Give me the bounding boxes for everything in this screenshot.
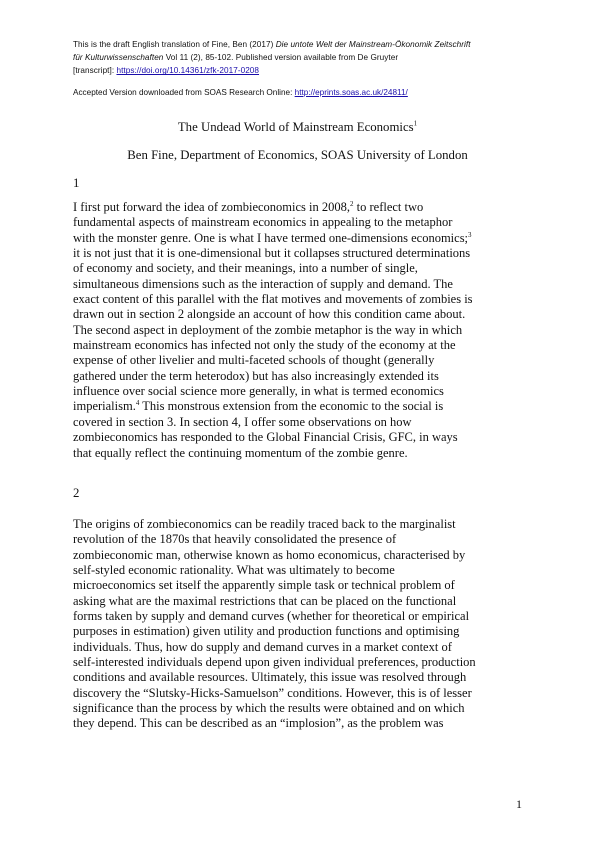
citation-text: This is the draft English translation of Fine, Ben (2017) (73, 40, 276, 49)
text-line (73, 277, 541, 292)
text-line (73, 686, 541, 701)
text-line (73, 261, 541, 276)
line-text: they depend. This can be described as an “implosion”, as the problem was (73, 716, 444, 731)
text-line (73, 578, 541, 593)
citation-line-2 (73, 51, 543, 64)
text-line (73, 338, 541, 353)
line-text: mainstream economics has infected not only the study of the economy at the (73, 338, 456, 353)
text-line (73, 323, 541, 338)
footnote-ref: 3 (468, 230, 472, 239)
line-text: drawn out in section 2 alongside an account of how this condition came about. (73, 307, 466, 322)
text-line (73, 231, 541, 246)
doi-link[interactable]: https://doi.org/10.14361/zfk-2017-0208 (116, 66, 260, 76)
text-line (73, 655, 541, 670)
footnote-ref: 2 (350, 199, 354, 208)
line-text: simultaneous dimensions such as the interaction of supply and demand. The (73, 276, 453, 291)
line-text: zombieconomic man, otherwise known as homo economicus, characterised by (73, 547, 466, 562)
text-line (73, 353, 541, 368)
line-text: gathered under the term heterodox) but has also increasingly extended its (73, 368, 439, 383)
text-line (73, 384, 541, 399)
text-line (73, 532, 541, 547)
line-text: significance than the process by which the results were obtained and on which (73, 701, 465, 716)
accepted-version-line (73, 87, 543, 99)
section-number-2: 2 (73, 486, 80, 500)
line-text: asking what are the maximal restrictions that can be placed on the functional (73, 593, 457, 608)
line-text: This monstrous extension from the economic to the social is (139, 399, 444, 414)
line-text: purposes in estimation) given utility and production functions and optimising (73, 624, 460, 639)
section-number-1: 1 (73, 176, 80, 190)
journal-title-italic: für Kulturwissenschaften (73, 53, 164, 63)
text-line (73, 307, 541, 322)
text-line (73, 430, 541, 445)
author-line: Ben Fine, Department of Economics, SOAS University of London (127, 148, 468, 162)
line-text: with the monster genre. One is what I have termed one-dimensions economics; (73, 230, 469, 245)
journal-title-italic: Die untote Welt der Mainstream-Ökonomik Zeitschrift (275, 40, 471, 49)
citation-text: [transcript]: (73, 66, 117, 76)
line-text: that equally reflect the continuing momentum of the zombie genre. (73, 445, 408, 460)
line-text: of economy and society, and their meanings, into a number of single, (73, 261, 418, 276)
citation-header (73, 38, 543, 78)
line-text: revolution of the 1870s that heavily consolidated the presence of (73, 532, 397, 547)
text-line (73, 369, 541, 384)
line-text: discovery the “Slutsky-Hicks-Samuelson” conditions. However, this is of lesser (73, 685, 472, 700)
text-line (73, 624, 541, 639)
line-text: fundamental aspects of mainstream economics in appealing to the metaphor (73, 215, 453, 230)
text-line (73, 246, 541, 261)
citation-line-1 (73, 38, 543, 51)
text-line (73, 399, 541, 414)
text-line (73, 563, 541, 578)
text-line (73, 594, 541, 609)
line-text: individuals. Thus, how do supply and demand curves in a market context of (73, 639, 452, 654)
line-text: covered in section 3. In section 4, I offer some observations on how (73, 414, 412, 429)
line-text: exact content of this parallel with the flat motives and movements of zombies is (73, 292, 473, 307)
line-text: it is not just that it is one-dimensional but it collapses structured determinations (73, 246, 471, 261)
text-line (73, 292, 541, 307)
line-text: I first put forward the idea of zombieconomics in 2008, (73, 200, 351, 214)
line-text: forms taken by supply and demand curves (whether for theoretical or empirical (73, 609, 470, 624)
line-text: influence over social science more generally, in what is termed economics (73, 384, 444, 399)
text-line (73, 701, 541, 716)
line-text: The origins of zombieconomics can be readily traced back to the marginalist (73, 517, 456, 531)
paper-title (0, 120, 595, 135)
text-line (73, 609, 541, 624)
line-text: conditions and available resources. Ultimately, this issue was resolved through (73, 670, 467, 685)
footnote-ref: 1 (413, 119, 418, 128)
title-text: The Undead World of Mainstream Economics (177, 120, 414, 134)
line-text: The second aspect in deployment of the zombie metaphor is the way in which (73, 322, 463, 337)
text-line (73, 415, 541, 430)
text-line (73, 200, 541, 215)
line-text: self-interested individuals depend upon given individual preferences, production (73, 655, 476, 670)
line-text: to reflect two (353, 200, 424, 214)
footnote-ref: 4 (135, 399, 140, 408)
citation-line-3 (73, 64, 543, 77)
text-line (73, 517, 541, 532)
line-text: microeconomics set itself the apparently simple task or technical problem of (73, 578, 455, 593)
citation-text: Vol 11 (2), 85-102. Published version available from De Gruyter (163, 53, 399, 63)
section-1-paragraph (73, 200, 541, 461)
eprints-link[interactable]: http://eprints.soas.ac.uk/24811/ (294, 88, 408, 97)
text-line (73, 215, 541, 230)
text-line (73, 640, 541, 655)
line-text: expense of other livelier and multi-faceted schools of thought (generally (73, 353, 435, 368)
text-line (73, 670, 541, 685)
text-line (73, 548, 541, 563)
line-text: self-styled economic rationality. What was ultimately to become (73, 563, 395, 578)
section-2-paragraph (73, 517, 541, 732)
line-text: imperialism. (73, 399, 136, 414)
text-line (73, 716, 541, 731)
page-number: 1 (516, 797, 522, 811)
line-text: zombieconomics has responded to the Global Financial Crisis, GFC, in ways (73, 430, 458, 445)
accepted-text: Accepted Version downloaded from SOAS Research Online: (73, 88, 295, 97)
text-line (73, 446, 541, 461)
